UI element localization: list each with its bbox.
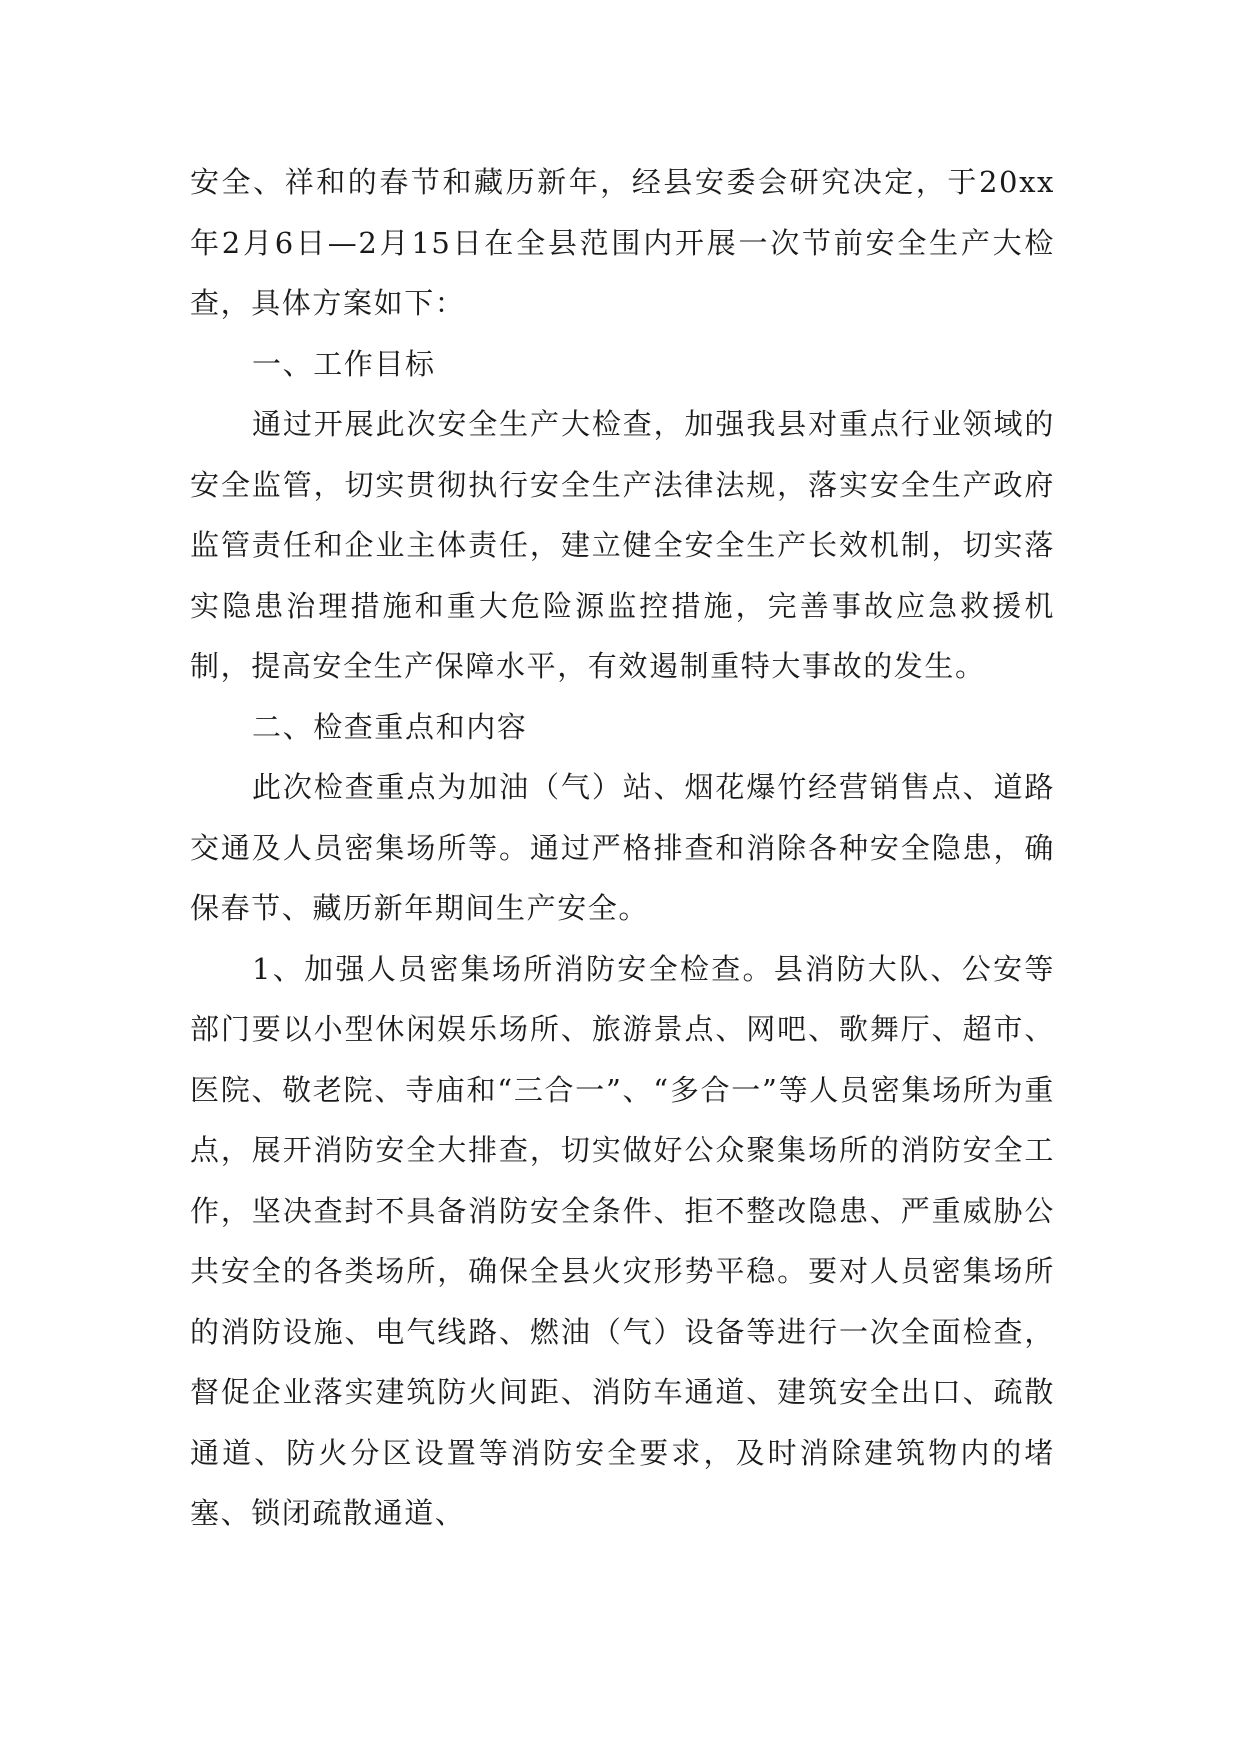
paragraph-goals: 通过开展此次安全生产大检查，加强我县对重点行业领域的安全监管，切实贯彻执行安全生产法律法规，落实安全生产政府监管责任和企业主体责任，建立健全安全生产长效机制，切实落实隐患治理措施和重大危险源监控措施，完善事故应急救援机制，提高安全生产保障水平，有效遏制重特大事故的发生。 (190, 407, 1055, 683)
paragraph-item-1: 1、加强人员密集场所消防安全检查。县消防大队、公安等部门要以小型休闲娱乐场所、旅游景点、网吧、歌舞厅、超市、医院、敬老院、寺庙和“三合一”、“多合一”等人员密集场所为重点，展开消防安全大排查，切实做好公众聚集场所的消防安全工作，坚决查封不具备消防安全条件、拒不整改隐患、严重威胁公共安全的各类场所，确保全县火灾形势平稳。要对人员密集场所的消防设施、电气线路、燃油（气）设备等进行一次全面检查，督促企业落实建筑防火间距、消防车通道、建筑安全出口、疏散通道、防火分区设置等消防安全要求，及时消除建筑物内的堵塞、锁闭疏散通道、 (190, 951, 1055, 1530)
section-heading-focus: 二、检查重点和内容 (252, 709, 528, 744)
section-heading-goals: 一、工作目标 (252, 346, 436, 381)
paragraph-focus: 此次检查重点为加油（气）站、烟花爆竹经营销售点、道路交通及人员密集场所等。通过严格排查和消除各种安全隐患，确保春节、藏历新年期间生产安全。 (190, 770, 1055, 925)
document-page (190, 152, 1055, 1544)
paragraph-intro: 安全、祥和的春节和藏历新年，经县安委会研究决定，于20xx年2月6日—2月15日在全县范围内开展一次节前安全生产大检查，具体方案如下： (190, 165, 1055, 320)
